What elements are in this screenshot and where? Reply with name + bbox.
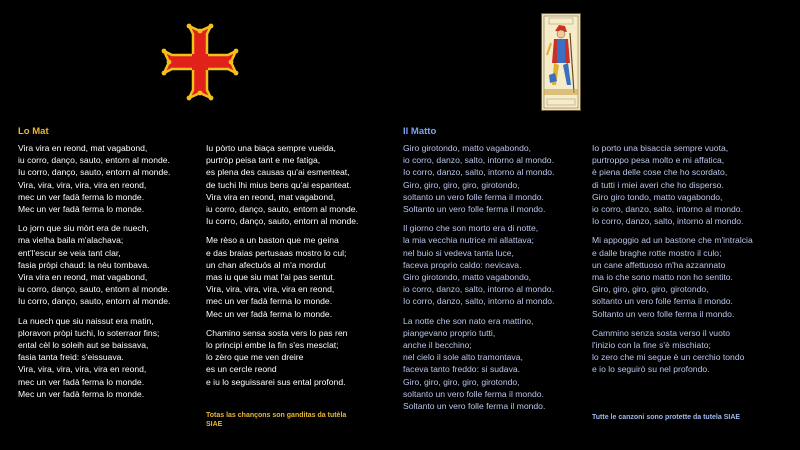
verse-line: Iu corro, danço, sauto, entorn al monde. xyxy=(206,216,359,227)
occitan-column-1 xyxy=(18,142,170,407)
verse-line: mec un ver fadà ferma lo monde. xyxy=(18,376,145,387)
verse-line: è piena delle cose che ho scordato, xyxy=(592,167,728,178)
verse-line: e io lo seguirò su nel profondo. xyxy=(592,364,710,375)
verse-line: Lo jorn que siu mòrt era de nuech, xyxy=(18,223,149,234)
verse-line: fasia tanta freid: s'eissuava. xyxy=(18,352,124,363)
verse-line: lo zèro que me ven dreire xyxy=(206,352,304,363)
verse-line: Giro, giro, giro, giro, girotondo, xyxy=(403,179,520,190)
verse-line: Il giorno che son morto era di notte, xyxy=(403,223,539,234)
verse-line: Giro giro tondo, matto vagabondo, xyxy=(592,191,723,202)
italian-footnote xyxy=(592,413,740,422)
occitan-title: Lo Mat xyxy=(18,126,49,137)
verse-line: mas iu que siu mat l'ai pas sentut. xyxy=(206,272,336,283)
verse-line: soltanto un vero folle ferma il mondo. xyxy=(403,191,544,202)
stanza xyxy=(18,315,170,400)
occitan-cross-icon xyxy=(160,22,240,102)
stanza xyxy=(403,315,554,413)
verse-line: ploravon pròpi tuchi, lo soterraor fins; xyxy=(18,327,160,338)
stanza xyxy=(592,327,753,376)
verse-line: Iu pòrto una biaça sempre vueida, xyxy=(206,143,336,153)
occitan-column-2 xyxy=(206,142,358,395)
footnote-line: Tutte le canzoni sono protette da tutela SIAE xyxy=(592,414,741,421)
verse-line: ent'l'escur se veia tant clar, xyxy=(18,247,121,258)
verse-line: fasia pròpi chaud: la nèu tombava. xyxy=(18,259,150,270)
verse-line: Vira vira en reond, mat vagabond, xyxy=(18,143,148,153)
footnote-line: SIAE xyxy=(206,421,223,428)
verse-line: Chamino sensa sosta vers lo pas ren xyxy=(206,327,348,338)
verse-line: Mi appoggio ad un bastone che m'intralcia xyxy=(592,235,753,246)
tarot-fool-card xyxy=(541,13,581,111)
stanza xyxy=(206,234,358,319)
verse-line: Giro girotondo, matto vagabondo, xyxy=(403,143,532,153)
occitan-footnote xyxy=(206,411,346,429)
verse-line: ma io che sono matto non ho sentito. xyxy=(592,272,733,283)
italian-column-1 xyxy=(403,142,554,419)
verse-line: iu corro, danço, sauto, entorn al monde. xyxy=(18,155,170,166)
stanza xyxy=(206,327,358,388)
stanza xyxy=(592,142,753,227)
verse-line: Vira vira en reond, mat vagabond, xyxy=(206,191,336,202)
verse-line: io corro, danzo, salto, intorno al mondo. xyxy=(403,155,554,166)
verse-line: Mec un ver fadà ferma lo monde. xyxy=(18,388,145,399)
verse-line: Mec un ver fadà ferma lo monde. xyxy=(18,204,145,215)
verse-line: mec un ver fadà ferma lo monde. xyxy=(18,191,145,202)
verse-line: de tuchi lhi mius bens qu'ai espanteat. xyxy=(206,179,352,190)
verse-line: un cane affettuoso m'ha azzannato xyxy=(592,259,726,270)
verse-line: Io corro, danzo, salto, intorno al mondo. xyxy=(403,167,555,178)
verse-line: Giro girotondo, matto vagabondo, xyxy=(403,272,532,283)
verse-line: ental cèl lo soleih aut se baissava, xyxy=(18,340,149,351)
verse-line: iu corro, danço, sauto, entorn al monde. xyxy=(18,284,170,295)
verse-line: lo principi embe la fin s'es mesclat; xyxy=(206,340,339,351)
verse-line: io corro, danzo, salto, intorno al mondo. xyxy=(592,204,743,215)
verse-line: e iu lo seguissarei sus ental profond. xyxy=(206,376,346,387)
footnote-line: Totas las chançons son ganditas da tutèla xyxy=(206,412,347,419)
verse-line: Soltanto un vero folle ferma il mondo. xyxy=(403,204,546,215)
verse-line: faceva tanto freddo: si sudava. xyxy=(403,364,521,375)
verse-line: l'inizio con la fine s'è mischiato; xyxy=(592,340,711,351)
stanza xyxy=(18,142,170,215)
italian-title: Il Matto xyxy=(403,126,437,137)
italian-column-2 xyxy=(592,142,753,383)
verse-line: Giro, giro, giro, giro, girotondo, xyxy=(592,284,709,295)
verse-line: Vira, vira, vira, vira, vira en reond, xyxy=(18,179,147,190)
verse-line: La nuech que siu naissut era matin, xyxy=(18,315,154,326)
verse-line: nel buio si vedeva tanta luce, xyxy=(403,247,514,258)
verse-line: es plena des causas qu'ai esmenteat, xyxy=(206,167,350,178)
verse-line: Vira vira en reond, mat vagabond, xyxy=(18,272,148,283)
verse-line: Io porto una bisaccia sempre vuota, xyxy=(592,143,729,153)
verse-line: la mia vecchia nutrice mi allattava; xyxy=(403,235,534,246)
verse-line: ma vielha baila m'alachava; xyxy=(18,235,124,246)
verse-line: Soltanto un vero folle ferma il mondo. xyxy=(403,401,546,412)
verse-line: La notte che son nato era mattino, xyxy=(403,315,534,326)
verse-line: purtroppo pesa molto e mi affatica, xyxy=(592,155,725,166)
verse-line: purtròp peisa tant e me fatiga, xyxy=(206,155,321,166)
verse-line: e das braias pertusaas mostro lo cul; xyxy=(206,247,347,258)
verse-line: Mec un ver fadà ferma lo monde. xyxy=(206,308,333,319)
verse-line: Iu corro, danço, sauto, entorn al monde. xyxy=(18,296,171,307)
verse-line: mec un ver fadà ferma lo monde. xyxy=(206,296,333,307)
stanza xyxy=(592,234,753,319)
verse-line: Giro, giro, giro, giro, girotondo, xyxy=(403,376,520,387)
verse-line: es un cercle reond xyxy=(206,364,277,375)
verse-line: di tutti i miei averi che ho disperso. xyxy=(592,179,724,190)
stanza xyxy=(18,222,170,307)
verse-line: Soltanto un vero folle ferma il mondo. xyxy=(592,308,735,319)
verse-line: Iu corro, danço, sauto, entorn al monde. xyxy=(18,167,171,178)
verse-line: Vira, vira, vira, vira, vira en reond, xyxy=(206,284,335,295)
verse-line: anche il becchino; xyxy=(403,340,472,351)
verse-line: Vira, vira, vira, vira, vira en reond, xyxy=(18,364,147,375)
stanza xyxy=(403,142,554,215)
verse-line: Cammino senza sosta verso il vuoto xyxy=(592,327,731,338)
verse-line: Me rèso a un baston que me geina xyxy=(206,235,339,246)
verse-line: nel cielo il sole alto tramontava, xyxy=(403,352,523,363)
verse-line: piangevano proprio tutti, xyxy=(403,327,496,338)
stanza xyxy=(206,142,358,227)
verse-line: iu corro, danço, sauto, entorn al monde. xyxy=(206,204,358,215)
stanza xyxy=(403,222,554,307)
verse-line: e dalle braghe rotte mostro il culo; xyxy=(592,247,722,258)
verse-line: faceva proprio caldo: nevicava. xyxy=(403,259,522,270)
verse-line: soltanto un vero folle ferma il mondo. xyxy=(592,296,733,307)
verse-line: un chan afectuós al m'a mordut xyxy=(206,259,326,270)
verse-line: soltanto un vero folle ferma il mondo. xyxy=(403,388,544,399)
verse-line: io corro, danzo, salto, intorno al mondo. xyxy=(403,284,554,295)
verse-line: lo zero che mi segue è un cerchio tondo xyxy=(592,352,745,363)
verse-line: Io corro, danzo, salto, intorno al mondo. xyxy=(403,296,555,307)
verse-line: Io corro, danzo, salto, intorno al mondo. xyxy=(592,216,744,227)
